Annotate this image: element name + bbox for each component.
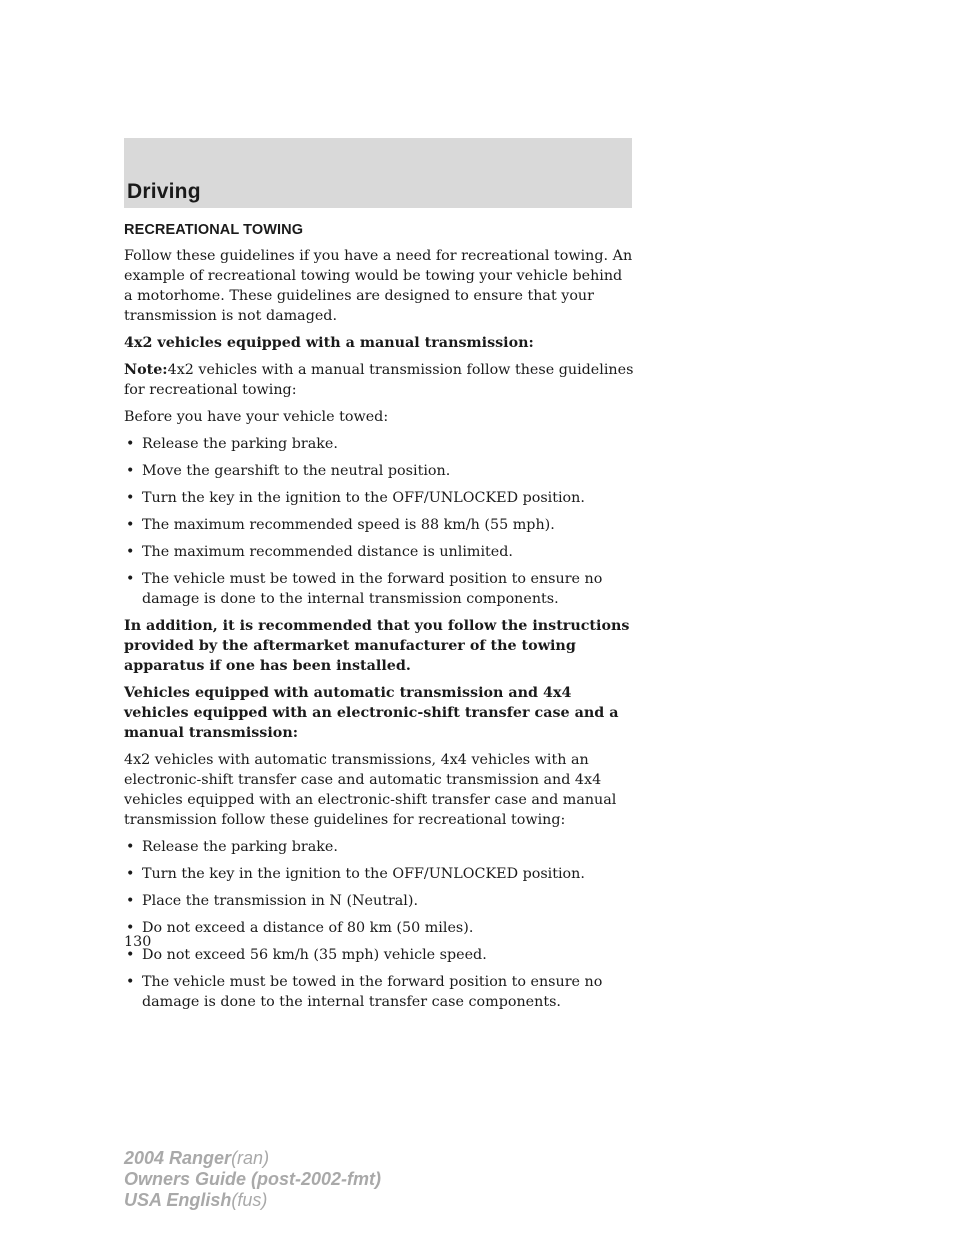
note-label: Note: — [124, 362, 168, 378]
bullet-icon: • — [126, 920, 135, 936]
section-heading: RECREATIONAL TOWING — [124, 222, 304, 238]
bullet-icon: • — [126, 866, 135, 882]
page-number: 130 — [124, 934, 152, 950]
list-item: • Turn the key in the ignition to the OFF/UNLOCKED position. — [126, 490, 585, 506]
automatic-subheading: Vehicles equipped with automatic transmission and 4x4 vehicles equipped with an electronic-shift transfer case and a manual transmission: — [124, 685, 619, 741]
footer-line-3: USA English(fus) — [124, 1190, 268, 1210]
list-item: • Do not exceed 56 km/h (35 mph) vehicle speed. — [126, 947, 487, 963]
list-item: • Release the parking brake. — [126, 436, 338, 452]
bullet-icon: • — [126, 490, 135, 506]
note-text: 4x2 vehicles with a manual transmission follow these guidelines for recreational towing: — [124, 362, 634, 398]
automatic-body: 4x2 vehicles with automatic transmissions, 4x4 vehicles with an electronic-shift transfer case and automatic transmission and 4x4 vehicles equipped with an electronic-shift transfer case and manual transmission follow these guidelines for recreational towing: — [124, 752, 617, 828]
list-item: • Do not exceed a distance of 80 km (50 miles). — [126, 920, 474, 936]
section-title: Driving — [127, 180, 201, 203]
list-item: • The maximum recommended speed is 88 km/h (55 mph). — [126, 517, 555, 533]
automatic-bullet-list — [124, 837, 634, 1012]
list-item: • Release the parking brake. — [126, 839, 338, 855]
list-item: • The maximum recommended distance is unlimited. — [126, 544, 513, 560]
section-header-band — [124, 138, 632, 208]
page-content — [124, 220, 634, 1019]
bullet-icon: • — [126, 544, 135, 560]
list-item: • Place the transmission in N (Neutral). — [126, 893, 419, 909]
before-towed-text: Before you have your vehicle towed: — [124, 409, 389, 425]
bullet-icon: • — [126, 893, 135, 909]
intro-paragraph: Follow these guidelines if you have a need for recreational towing. An example of recreational towing would be towing your vehicle behind a motorhome. These guidelines are designed to ensure that your transmission is not damaged. — [124, 248, 633, 324]
bullet-icon: • — [126, 436, 135, 452]
list-item: • The vehicle must be towed in the forward position to ensure no damage is done to the internal transfer case components. — [126, 974, 603, 1010]
document-footer — [124, 1148, 381, 1211]
footer-line-1: 2004 Ranger(ran) — [124, 1148, 270, 1168]
list-item: • Move the gearshift to the neutral position. — [126, 463, 451, 479]
manual-bullet-list — [124, 434, 634, 609]
list-item: • The vehicle must be towed in the forward position to ensure no damage is done to the internal transmission components. — [126, 571, 603, 607]
list-item: • Turn the key in the ignition to the OFF/UNLOCKED position. — [126, 866, 585, 882]
bullet-icon: • — [126, 947, 135, 963]
bullet-icon: • — [126, 839, 135, 855]
aftermarket-instructions: In addition, it is recommended that you follow the instructions provided by the aftermarket manufacturer of the towing apparatus if one has been installed. — [124, 618, 630, 674]
bullet-icon: • — [126, 517, 135, 533]
note-paragraph — [124, 360, 634, 400]
manual-subheading: 4x2 vehicles equipped with a manual transmission: — [124, 335, 534, 351]
footer-line-2: Owners Guide (post-2002-fmt) — [124, 1169, 382, 1189]
bullet-icon: • — [126, 571, 135, 587]
bullet-icon: • — [126, 463, 135, 479]
bullet-icon: • — [126, 974, 135, 990]
